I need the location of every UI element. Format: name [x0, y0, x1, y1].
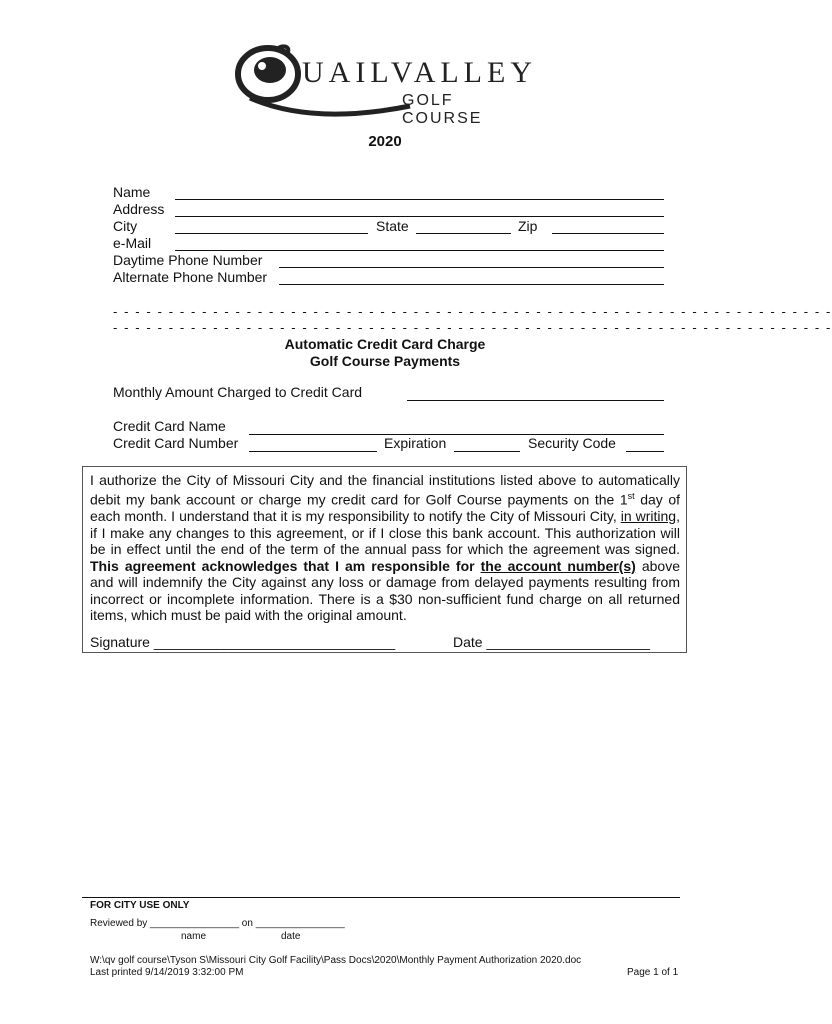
- dashed-divider-2: - - - - - - - - - - - - - - - - - - - - - - - - - - - - - - - - - - - - - - - - - - - - - - - - - - - - - - - - - - - - - - - - -: [113, 320, 832, 335]
- city-field[interactable]: [175, 233, 368, 234]
- logo-subtitle: GOLF COURSE: [402, 92, 483, 127]
- address-field[interactable]: [175, 216, 664, 217]
- alternate-phone-field[interactable]: [279, 284, 664, 285]
- card-name-label: Credit Card Name: [113, 418, 226, 434]
- daytime-phone-label: Daytime Phone Number: [113, 252, 263, 268]
- zip-field[interactable]: [552, 233, 664, 234]
- reviewed-by: Reviewed by ________________ on ________________: [90, 918, 345, 929]
- state-field[interactable]: [416, 233, 511, 234]
- last-printed: Last printed 9/14/2019 3:32:00 PM: [90, 967, 244, 978]
- address-label: Address: [113, 201, 165, 217]
- auth-bold: This agreement acknowledges that I am responsible for: [90, 557, 481, 574]
- security-code-field[interactable]: [626, 451, 664, 452]
- city-use-divider: [82, 897, 680, 898]
- zip-label: Zip: [518, 218, 538, 234]
- logo-wordmark: UAILVALLEY: [302, 56, 537, 89]
- email-label: e-Mail: [113, 235, 152, 251]
- authorization-text: [90, 472, 680, 623]
- heading-line1: Automatic Credit Card Charge: [284, 336, 486, 352]
- name-field[interactable]: [175, 199, 664, 200]
- monthly-amount-field[interactable]: [407, 400, 664, 401]
- logo: [230, 40, 540, 127]
- auth-sup: st: [627, 491, 635, 502]
- security-code-label: Security Code: [528, 435, 616, 451]
- auth-text-1: I authorize the City of Missouri City and the financial institutions listed above to automatically debit my bank account or charge my credit card for Golf Course payments on the 1: [90, 472, 680, 509]
- authorization-box: [82, 466, 687, 653]
- card-number-label: Credit Card Number: [113, 435, 239, 451]
- year: 2020: [368, 133, 402, 150]
- name-label: Name: [113, 184, 151, 200]
- auth-in-writing: in writing: [620, 508, 677, 525]
- expiration-field[interactable]: [454, 451, 520, 452]
- auth-text-3: , if I make any changes to this agreement, or if I close this bank account. This authorization will be in effect until the end of the term of the annual pass for which the agreement was signed.: [90, 508, 680, 558]
- signature-field[interactable]: Signature _______________________________: [90, 634, 396, 650]
- state-label: State: [376, 218, 409, 234]
- date-field[interactable]: Date _____________________: [453, 634, 650, 650]
- email-field[interactable]: [175, 250, 664, 251]
- alternate-phone-label: Alternate Phone Number: [113, 269, 268, 285]
- reviewed-name-caption: name: [181, 931, 207, 942]
- auth-text-4: above and will indemnify the City against any loss or damage from delayed payments resulting from incorrect or incomplete information. There is a $30 non-sufficient fund charge on all returned items, which must be paid with the original amount.: [90, 557, 680, 623]
- expiration-label: Expiration: [384, 435, 447, 451]
- reviewed-date-caption: date: [281, 931, 301, 942]
- auth-text-2: day of each month. I understand that it is my responsibility to notify the City of Missouri City,: [90, 492, 680, 525]
- auth-bold-underline: the account number(s): [480, 557, 636, 574]
- page-number: Page 1 of 1: [627, 967, 679, 978]
- monthly-amount-label: Monthly Amount Charged to Credit Card: [113, 384, 363, 400]
- heading-line2: Golf Course Payments: [309, 353, 461, 369]
- daytime-phone-field[interactable]: [279, 267, 664, 268]
- file-path: W:\qv golf course\Tyson S\Missouri City Golf Facility\Pass Docs\2020\Monthly Payment Authorization 2020.doc: [90, 955, 582, 966]
- city-label: City: [113, 218, 138, 234]
- city-use-title: FOR CITY USE ONLY: [90, 900, 190, 911]
- card-number-field[interactable]: [249, 451, 377, 452]
- dashed-divider-1: - - - - - - - - - - - - - - - - - - - - - - - - - - - - - - - - - - - - - - - - - - - - - - - - - - - - - - - - - - - - - - - - -: [113, 304, 832, 319]
